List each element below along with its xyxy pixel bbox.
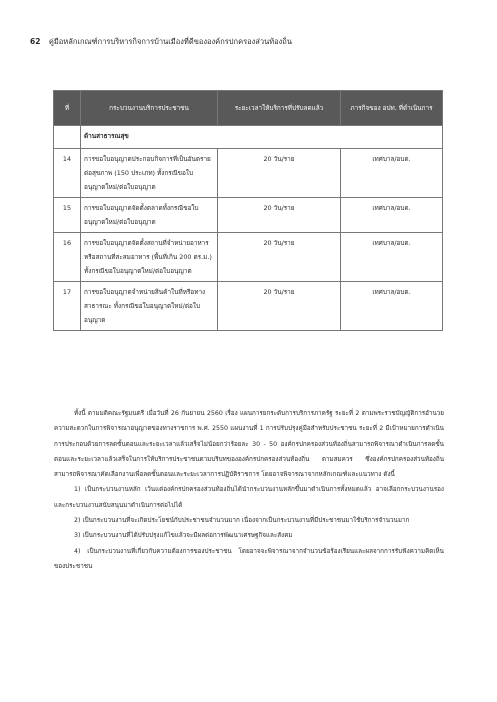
table-header-row: [54, 91, 443, 126]
body-text: [54, 406, 444, 574]
row-time: 20 วัน/ราย: [218, 233, 341, 282]
body-paragraph: ทั้งนี้ ตามมติคณะรัฐมนตรี เมื่อวันที่ 26 กันยายน 2560 เรื่อง แผนการยกระดับการบริการภาครัฐ ระยะที่ 2 ตามพระราชบัญญัติการอำนวยความสะดวกในการพิจารณาอนุญาตของทางราชการ พ.ศ. 2550 แผนงานที่ 1 การปรับปรุงคู่มือสำหรับประชาชน ระยะที่ 2 มีเป้าหมายการดำเนินการประกอบด้วยการลดขั้นตอนและระยะเวลาแล้วเสร็จไม่น้อยกว่าร้อยละ 30 - 50 องค์กรปกครองส่วนท้องถิ่นสามารถพิจารณาดำเนินการลดขั้นตอนและระยะเวลาแล้วเสร็จในการให้บริการประชาชนตามบริบทขององค์กรปกครองส่วนท้องถิ่น ตามสมควร ซึ่งองค์กรปกครองส่วนท้องถิ่นสามารถพิจารณาคัดเลือกงานเพื่อลดขั้นตอนและระยะเวลาการปฏิบัติราชการ โดยอาจพิจารณาจากหลักเกณฑ์และแนวทาง ดังนี้: [54, 410, 444, 479]
row-dept: เทศบาล/อบต.: [341, 149, 443, 198]
col-dept: ภารกิจของ อปท. ที่ดำเนินการ: [341, 91, 443, 126]
row-time: 20 วัน/ราย: [218, 282, 341, 331]
row-process: การขอใบอนุญาตจัดตั้งตลาดทั้งกรณีขอใบอนุญาตใหม่/ต่อใบอนุญาต: [81, 198, 218, 233]
row-dept: เทศบาล/อบต.: [341, 282, 443, 331]
criteria-item: 4) เป็นกระบวนงานที่เกี่ยวกับความต้องการของประชาชน โดยอาจจะพิจารณาจากจำนวนข้อร้องเรียนและผลจากการรับฟังความคิดเห็นของประชาชน: [54, 547, 444, 570]
page-number: 62: [30, 37, 41, 46]
header-title: คู่มือหลักเกณฑ์การบริหารกิจการบ้านเมืองที่ดีขององค์กรปกครองส่วนท้องถิ่น: [48, 37, 292, 46]
section-row: [54, 126, 443, 149]
row-dept: เทศบาล/อบต.: [341, 233, 443, 282]
row-process: การขอใบอนุญาตจำหน่ายสินค้าในที่หรือทางสาธารณะ ทั้งกรณีขอใบอนุญาตใหม่/ต่อใบอนุญาต: [81, 282, 218, 331]
criteria-item: 2) เป็นกระบวนงานที่จะเกิดประโยชน์กับประชาชนจำนวนมาก เนื่องจากเป็นกระบวนงานที่มีประชาชนมาใช้บริการจำนวนมาก: [74, 517, 410, 525]
col-no: ที่: [54, 91, 81, 126]
col-process: กระบวนงานบริการประชาชน: [81, 91, 218, 126]
row-no: 15: [54, 198, 81, 233]
section-label: ด้านสาธารณสุข: [81, 126, 443, 149]
criteria-item: 3) เป็นกระบวนงานที่ได้ปรับปรุงแก้ไขแล้วจะมีผลต่อการพัฒนาเศรษฐกิจและสังคม: [74, 532, 293, 540]
service-table: [53, 90, 443, 331]
page-header: [30, 36, 292, 48]
row-process: การขอใบอนุญาตประกอบกิจการที่เป็นอันตรายต่อสุขภาพ (150 ประเภท) ทั้งกรณีขอใบอนุญาตใหม่/ต่อใบอนุญาต: [81, 149, 218, 198]
row-process: การขอใบอนุญาตจัดตั้งสถานที่จำหน่ายอาหารหรือสถานที่สะสมอาหาร (พื้นที่เกิน 200 ตร.ม.) ทั้งกรณีขอใบอนุญาตใหม่/ต่อใบอนุญาต: [81, 233, 218, 282]
row-time: 20 วัน/ราย: [218, 149, 341, 198]
criteria-item: 1) เป็นกระบวนงานหลัก เว้นแต่องค์กรปกครองส่วนท้องถิ่นได้นำกระบวนงานหลักขึ้นมาดำเนินการทั้งหมดแล้ว อาจเลือกกระบวนงานรองและกระบวนงานสนับสนุนมาดำเนินการต่อไปได้: [54, 486, 444, 509]
table-row: [54, 282, 443, 331]
table-row: [54, 149, 443, 198]
row-no: 14: [54, 149, 81, 198]
row-no: 16: [54, 233, 81, 282]
col-time: ระยะเวลาให้บริการที่ปรับลดแล้ว: [218, 91, 341, 126]
row-no: 17: [54, 282, 81, 331]
row-dept: เทศบาล/อบต.: [341, 198, 443, 233]
table-row: [54, 233, 443, 282]
table-row: [54, 198, 443, 233]
row-time: 20 วัน/ราย: [218, 198, 341, 233]
